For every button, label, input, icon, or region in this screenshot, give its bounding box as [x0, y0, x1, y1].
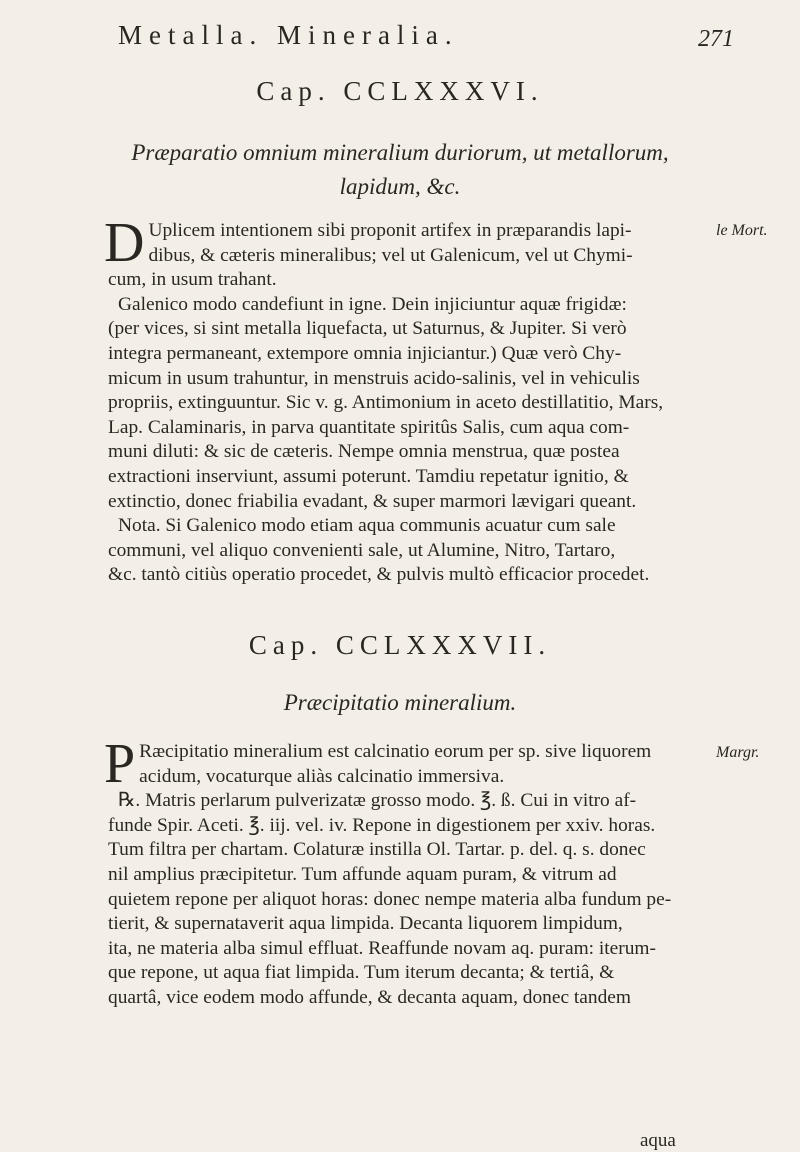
text-line: extractioni inserviunt, assumi poterunt. Tamdiu repetatur ignitio, &	[108, 465, 629, 487]
text-line: dibus, & cæteris mineralibus; vel ut Galenicum, vel ut Chymi-	[148, 244, 633, 266]
text-line: extinctio, donec friabilia evadant, & super marmori lævigari queant.	[108, 490, 637, 512]
drop-cap: P	[104, 733, 136, 795]
text-line: Nota. Si Galenico modo etiam aqua communis acuatur cum sale	[118, 515, 616, 537]
drop-cap: D	[104, 212, 145, 274]
chapter-subtitle-line-1: Præparatio omnium mineralium duriorum, ut metallorum,	[131, 140, 669, 165]
text-line: communi, vel aliquo convenienti sale, ut Alumine, Nitro, Tartaro,	[108, 539, 616, 561]
chapter-287-text	[104, 733, 700, 1011]
text-line: Galenico modo candefiunt in igne. Dein injiciuntur aquæ frigidæ:	[118, 293, 627, 315]
text-line: quartâ, vice eodem modo affunde, & decanta aquam, donec tandem	[108, 986, 631, 1008]
running-title: Metalla. Mineralia.	[118, 20, 459, 50]
text-line: Tum filtra per chartam. Colaturæ instilla Ol. Tartar. p. del. q. s. donec	[108, 839, 646, 861]
chapter-subtitle-line-2: lapidum, &c.	[339, 174, 461, 199]
catchword: aqua	[640, 1130, 676, 1151]
text-line: integra permaneant, extempore omnia injiciantur.) Quæ verò Chy-	[108, 342, 622, 364]
text-line: quietem repone per aliquot horas: donec nempe materia alba fundum pe-	[108, 888, 672, 910]
text-line: funde Spir. Aceti. ℥. iij. vel. iv. Repone in digestionem per xxiv. horas.	[108, 814, 656, 836]
text-line: ℞. Matris perlarum pulverizatæ grosso modo. ℥. ß. Cui in vitro af-	[118, 790, 637, 812]
text-line: tierit, & supernataverit aqua limpida. Decanta liquorem limpidum,	[108, 913, 623, 935]
chapter-heading-286: Cap. CCLXXXVI.	[256, 76, 544, 106]
margin-note-286: le Mort.	[716, 222, 768, 239]
text-line: ita, ne materia alba simul effluat. Reaffunde novam aq. puram: iterum-	[108, 937, 656, 959]
text-line: Ræcipitatio mineralium est calcinatio eorum per sp. sive liquorem	[139, 741, 652, 762]
text-line: acidum, vocaturque aliàs calcinatio immersiva.	[139, 765, 505, 787]
chapter-subtitle-line-1: Præcipitatio mineralium.	[283, 690, 517, 715]
text-line: Uplicem intentionem sibi proponit artifex in præparandis lapi-	[148, 220, 632, 241]
text-line: &c. tantò citiùs operatio procedet, & pulvis multò efficacior procedet.	[108, 564, 650, 586]
chapter-heading-287: Cap. CCLXXXVII.	[248, 630, 552, 660]
page-number: 271	[698, 26, 734, 52]
text-line: nil amplius præcipitetur. Tum affunde aquam puram, & vitrum ad	[108, 863, 617, 885]
text-line: Lap. Calaminaris, in parva quantitate spiritûs Salis, cum aqua com-	[108, 416, 630, 438]
text-line: (per vices, si sint metalla liquefacta, ut Saturnus, & Jupiter. Si verò	[108, 318, 627, 340]
margin-note-287: Margr.	[716, 744, 760, 761]
text-line: micum in usum trahuntur, in menstruis acido-salinis, vel in vehiculis	[108, 367, 640, 389]
text-line: propriis, extinguuntur. Sic v. g. Antimonium in aceto destillatitio, Mars,	[108, 392, 664, 414]
text-line: que repone, ut aqua fiat limpida. Tum iterum decanta; & tertiâ, &	[108, 962, 615, 984]
chapter-286-text	[104, 212, 700, 588]
text-line: muni diluti: & sic de cæteris. Nempe omnia menstrua, quæ postea	[108, 441, 620, 463]
text-line: cum, in usum trahant.	[108, 269, 277, 291]
